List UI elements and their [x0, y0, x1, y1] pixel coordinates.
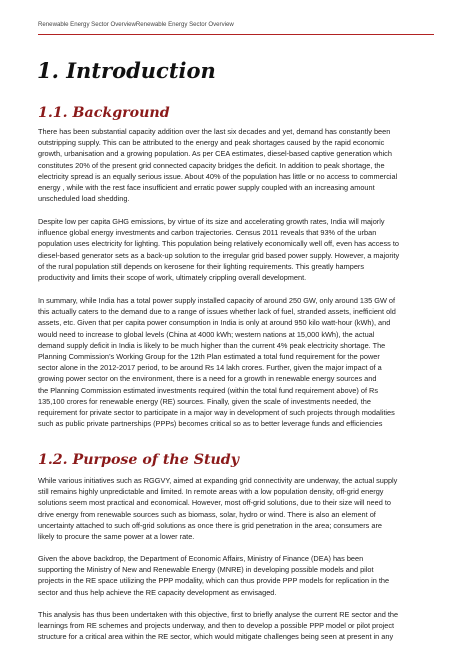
text-line: drive energy from renewable sources such as biomass, solar, hydro or wind. There is also an element of	[38, 509, 376, 519]
text-line: constitutes 20% of the present grid connected capacity bridges the deficit. In addition to peak shortage, the	[38, 160, 385, 170]
text-line: assets, etc. Given that per capita power consumption in India is only at around 950 kilo watt-hour (kWh), and	[38, 318, 391, 328]
text-line: uncertainty attached to such off-grid solutions as once there is grid penetration in the area; consumers are	[38, 520, 382, 530]
text-line: unscheduled load shedding.	[38, 194, 130, 204]
text-line: requirement for private sector to participate in a major way in development of such projects through modalities	[38, 407, 395, 417]
text-line: this actually caters to the demand due to a range of issues whether lack of fuel, stranded assets, inefficient old	[38, 307, 396, 317]
background-paragraph-3	[38, 295, 438, 429]
text-line: outstripping supply. This can be attributed to the energy and peak shortages caused by the rapid economic	[38, 138, 385, 148]
text-line: would need to increase to global levels (China at 4000 kWh; western nations at 15,000 kWh), the actual	[38, 329, 375, 339]
text-line: Planning Commission’s Working Group for the 12th Plan estimated a total fund requirement for the power	[38, 351, 380, 361]
text-line: still remains highly unpredictable and limited. In remote areas with a low population density, off-grid energy	[38, 487, 384, 497]
text-line: of the rural population still depends on kerosene for their lighting requirements. This greatly hampers	[38, 261, 365, 271]
text-line: learnings from RE schemes and projects underway, and then to develop a possible PPP model or pilot project	[38, 621, 395, 631]
text-line: electricity spread is an equally serious issue. About 40% of the population has little or no access to commercial	[38, 171, 398, 181]
text-line: projects in the RE space utilizing the PPP modality, which can thus provide PPP models for replication in the	[38, 576, 390, 586]
text-line: sector alone in the 2012-2017 period, to be around Rs 14 lakh crores. Further, given the major impact of a	[38, 363, 382, 373]
text-line: 135,100 crores for renewable energy (RE) sources. Finally, given the scale of investments needed, the	[38, 396, 371, 406]
background-paragraph-2	[38, 216, 438, 283]
purpose-paragraph-1	[38, 475, 438, 542]
text-line: the Planning Commission estimated investments required (within the total fund requirement above) of Rs	[38, 385, 379, 395]
text-line: productivity and limits their scope of work, ultimately crippling overall development.	[38, 272, 307, 282]
header-rule	[38, 34, 434, 35]
text-line: While various initiatives such as RGGVY, aimed at expanding grid connectivity are underway, the actual supply	[38, 476, 398, 485]
text-line: supporting the Ministry of New and Renewable Energy (MNRE) in developing possible models and pilot	[38, 565, 374, 575]
text-line: demand supply deficit in India is likely to be much higher than the current 4% peak electricity shortage. The	[38, 340, 386, 350]
text-line: such as public private partnerships (PPPs) becomes critical so as to better leverage funds and efficiencies	[38, 419, 383, 429]
text-line: Given the above backdrop, the Department of Economic Affairs, Ministry of Finance (DEA) has been	[38, 554, 364, 563]
section-heading-background: 1.1. Background	[38, 105, 170, 121]
text-line: solutions seem most practical and economical. However, most off-grid solutions, due to their size will need to	[38, 498, 391, 508]
text-line: sector and thus help achieve the RE capacity development as envisaged.	[38, 587, 277, 597]
text-line: growing power sector on the environment, there is a need for a growth in renewable energy sources and	[38, 374, 377, 384]
text-line: diesel-based generator sets as a back-up solution to the irregular grid based power supply. However, a majority	[38, 250, 400, 260]
chapter-title: 1. Introduction	[37, 58, 216, 83]
section-heading-purpose: 1.2. Purpose of the Study	[38, 452, 239, 468]
text-line: There has been substantial capacity addition over the last six decades and yet, demand has constantly been	[38, 127, 391, 136]
purpose-paragraph-3	[38, 609, 438, 643]
text-line: This analysis has thus been undertaken with this objective, first to briefly analyse the current RE sector and the	[38, 610, 399, 619]
text-line: structure for a critical area within the RE sector, which would mitigate challenges being seen at present in any	[38, 632, 394, 642]
background-paragraph-1	[38, 126, 438, 204]
text-line: In summary, while India has a total power supply installed capacity of around 250 GW, only around 135 GW of	[38, 296, 396, 305]
text-line: likely to procure the same power at a lower rate.	[38, 531, 195, 541]
text-line: influence global energy investments and carbon trajectories. Census 2011 reveals that 93% of the urban	[38, 228, 377, 238]
purpose-paragraph-2	[38, 553, 438, 598]
running-header: Renewable Energy Sector OverviewRenewable Energy Sector Overview	[38, 21, 234, 28]
text-line: Despite low per capita GHG emissions, by virtue of its size and accelerating growth rates, India will majorly	[38, 217, 385, 226]
text-line: growth, urbanisation and a growing population. As per CEA estimates, diesel-based captive generation which	[38, 149, 392, 159]
text-line: energy , while with the rest face insufficient and erratic power supply coupled with an increasing amount	[38, 182, 375, 192]
text-line: population uses electricity for lighting. This population being relatively economically well off, even has access to	[38, 239, 399, 249]
